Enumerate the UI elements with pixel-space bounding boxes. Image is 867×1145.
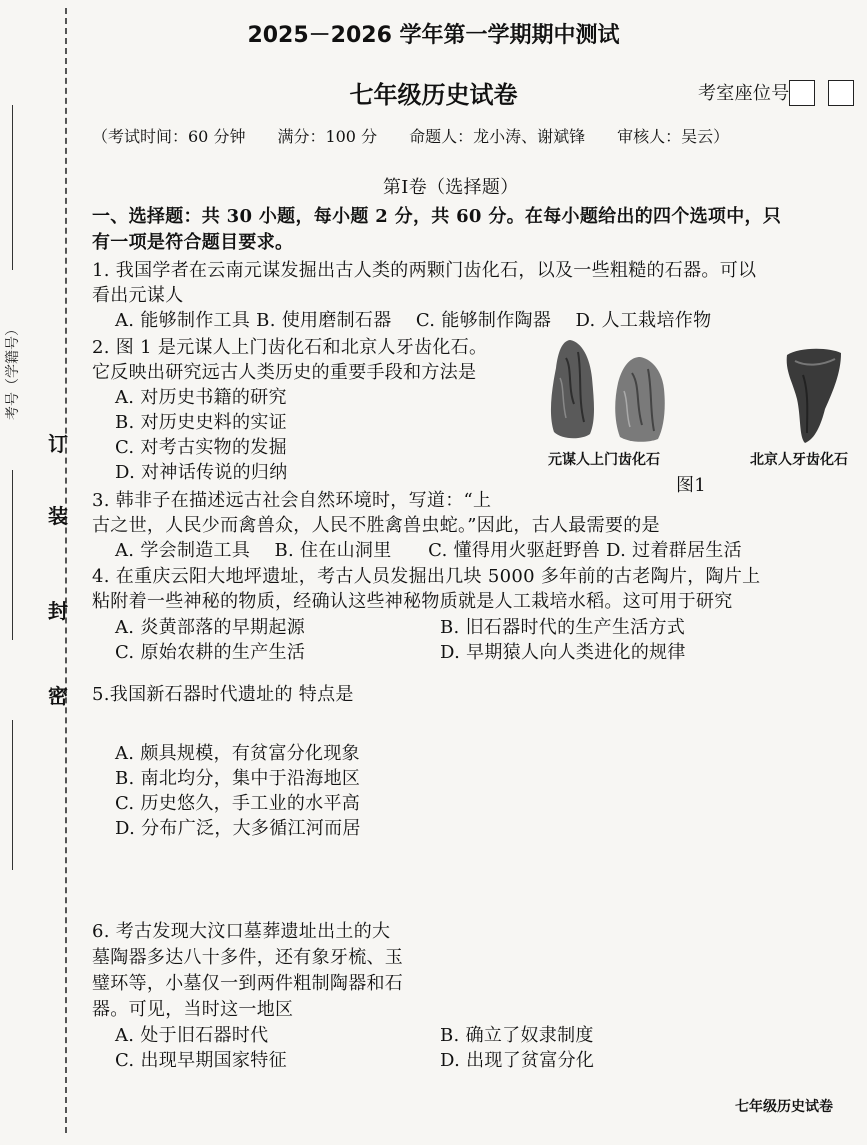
- q1-stem-1: 1. 我国学者在云南元谋发掘出古人类的两颗门齿化石，以及一些粗糙的石器。可以: [92, 260, 757, 281]
- page-title: 七年级历史试卷: [349, 81, 518, 109]
- q4-stem-1: 4. 在重庆云阳大地坪遗址，考古人员发掘出几块 5000 多年前的古老陶片，陶片上: [92, 566, 761, 587]
- q6-stem-2: 墓陶器多达八十多件，还有象牙梳、玉: [92, 947, 404, 968]
- section-title: 第Ⅰ卷（选择题）: [383, 177, 519, 198]
- yuanmou-incisor-fossil-left: [548, 338, 598, 440]
- yuanmou-incisor-fossil-right: [612, 355, 668, 443]
- section-instruction-2: 有一项是符合题目要求。: [92, 232, 294, 253]
- seat-label: 考室座位号: [698, 83, 790, 104]
- q2-option-b: B. 对历史史料的实证: [115, 412, 287, 433]
- margin-school-line: [12, 720, 13, 870]
- seat-box-1[interactable]: [789, 80, 815, 106]
- q2-stem-2: 它反映出研究远古人类历史的重要手段和方法是: [92, 362, 477, 383]
- q6-stem-1: 6. 考古发现大汶口墓葬遗址出土的大: [92, 921, 391, 942]
- q6-stem-4: 器。可见，当时这一地区: [92, 999, 294, 1020]
- margin-class-line: [12, 470, 13, 640]
- q2-option-c: C. 对考古实物的发掘: [115, 437, 287, 458]
- margin-name-line: [12, 105, 13, 270]
- figure-caption-peking: 北京人牙齿化石: [750, 452, 848, 468]
- seat-box-2[interactable]: [828, 80, 854, 106]
- q1-stem-2: 看出元谋人: [92, 285, 184, 306]
- margin-char-mi: 密: [48, 684, 68, 708]
- q5-option-a: A. 颇具规模，有贫富分化现象: [115, 743, 360, 764]
- section-instruction-1: 一、选择题：共 30 小题，每小题 2 分，共 60 分。在每小题给出的四个选项中，只: [92, 206, 782, 227]
- q4-option-b: B. 旧石器时代的生产生活方式: [440, 617, 686, 638]
- q4-option-a: A. 炎黄部落的早期起源: [115, 617, 306, 638]
- q5-stem: 5.我国新石器时代遗址的 特点是: [92, 684, 354, 705]
- q3-options: A. 学会制造工具 B. 住在山洞里 C. 懂得用火驱赶野兽 D. 过着群居生活: [115, 540, 742, 561]
- q5-option-d: D. 分布广泛，大多循江河而居: [115, 818, 361, 839]
- q4-stem-2: 粘附着一些神秘的物质，经确认这些神秘物质就是人工栽培水稻。这可用于研究: [92, 591, 733, 612]
- q6-option-d: D. 出现了贫富分化: [440, 1050, 595, 1071]
- q6-stem-3: 璧环等，小墓仅一到两件粗制陶器和石: [92, 973, 404, 994]
- margin-side-note: 考号（学籍号）: [5, 322, 21, 420]
- q6-option-c: C. 出现早期国家特征: [115, 1050, 287, 1071]
- q4-option-d: D. 早期猿人向人类进化的规律: [440, 642, 686, 663]
- q2-stem-1: 2. 图 1 是元谋人上门齿化石和北京人牙齿化石。: [92, 337, 488, 358]
- binding-dashed-line: [65, 8, 67, 1133]
- q5-option-c: C. 历史悠久，手工业的水平高: [115, 793, 361, 814]
- figure-caption-yuanmou: 元谋人上门齿化石: [548, 452, 660, 468]
- q6-option-b: B. 确立了奴隶制度: [440, 1025, 594, 1046]
- q3-stem-1: 3. 韩非子在描述远古社会自然环境时，写道：“上: [92, 490, 492, 511]
- figure-label: 图1: [676, 475, 707, 496]
- exam-info: （考试时间：60 分钟 满分：100 分 命题人：龙小涛、谢斌锋 审核人：吴云）: [92, 127, 730, 146]
- q6-option-a: A. 处于旧石器时代: [115, 1025, 269, 1046]
- exam-year-title: 2025－2026 学年第一学期期中测试: [247, 23, 620, 48]
- q3-stem-2: 古之世，人民少而禽兽众，人民不胜禽兽虫蛇。”因此，古人最需要的是: [92, 515, 660, 536]
- q2-option-d: D. 对神话传说的归纳: [115, 462, 288, 483]
- peking-man-tooth-fossil: [783, 345, 843, 445]
- q2-option-a: A. 对历史书籍的研究: [115, 387, 287, 408]
- q1-options: A. 能够制作工具 B. 使用磨制石器 C. 能够制作陶器 D. 人工栽培作物: [115, 310, 712, 331]
- margin-char-ding: 订: [48, 432, 68, 456]
- margin-char-feng: 封: [48, 599, 68, 623]
- margin-char-zhuang: 装: [48, 504, 68, 528]
- q4-option-c: C. 原始农耕的生产生活: [115, 642, 306, 663]
- q5-option-b: B. 南北均分，集中于沿海地区: [115, 768, 361, 789]
- footer-label: 七年级历史试卷: [735, 1099, 833, 1115]
